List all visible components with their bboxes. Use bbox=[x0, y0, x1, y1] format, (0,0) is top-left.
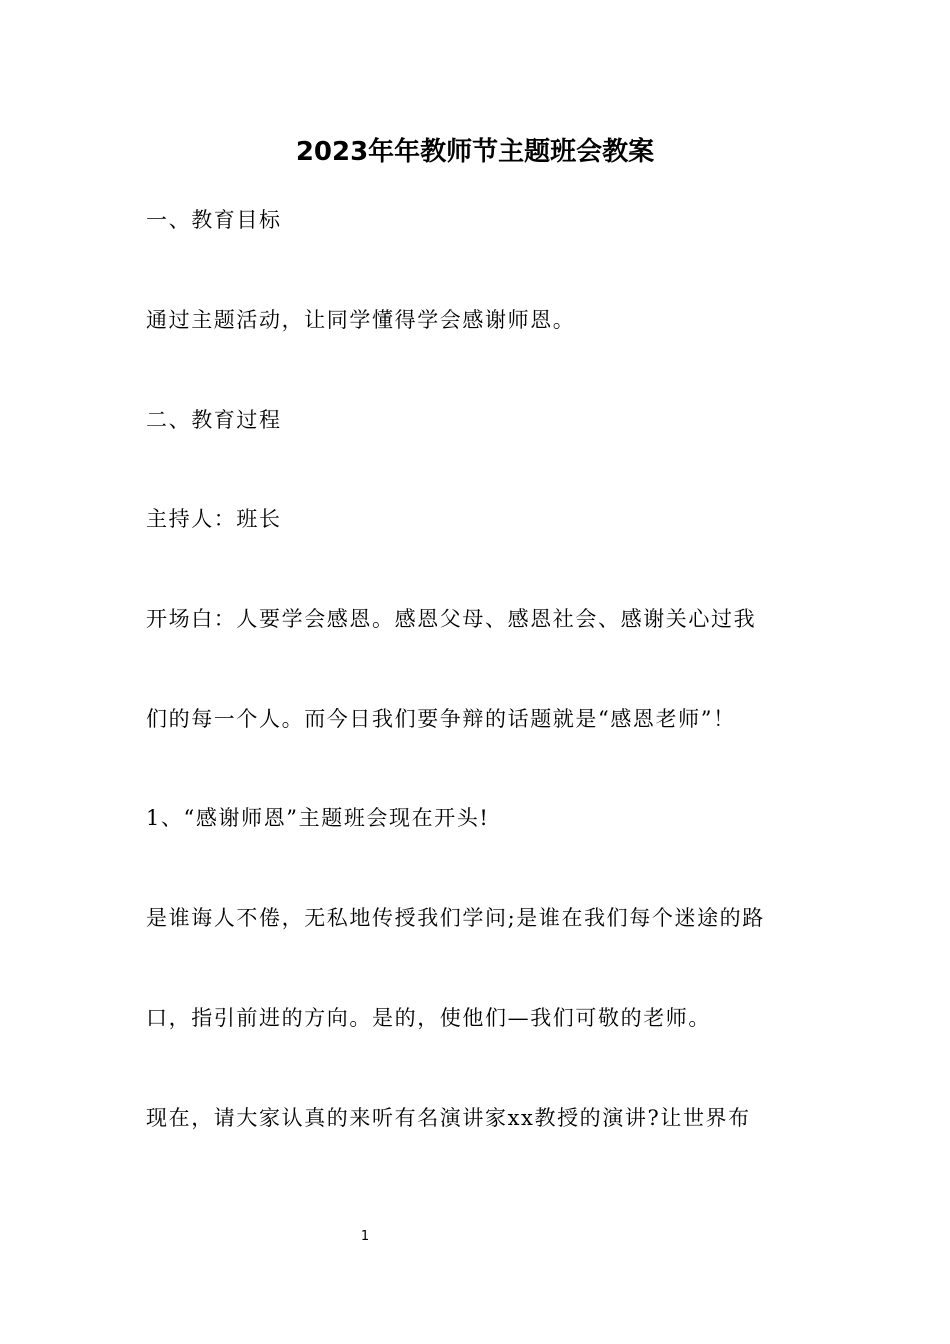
paragraph-teacher-line-2: 口，指引前进的方向。是的，使他们—我们可敬的老师。 bbox=[146, 1006, 711, 1030]
section-heading-education-goal: 一、教育目标 bbox=[146, 208, 282, 232]
document-title: 2023年年教师节主题班会教案 bbox=[295, 137, 655, 167]
paragraph-goal-text: 通过主题活动，让同学懂得学会感谢师恩。 bbox=[146, 308, 576, 332]
section-heading-education-process: 二、教育过程 bbox=[146, 408, 282, 432]
paragraph-host: 主持人：班长 bbox=[146, 507, 282, 531]
paragraph-speech-line: 现在，请大家认真的来听有名演讲家xx教授的演讲?让世界布 bbox=[146, 1106, 751, 1130]
paragraph-item-1: 1、“感谢师恩”主题班会现在开头! bbox=[146, 806, 490, 830]
paragraph-opening-line-2: 们的每一个人。而今日我们要争辩的话题就是“感恩老师”！ bbox=[146, 707, 736, 731]
page-number: 1 bbox=[360, 1229, 370, 1244]
paragraph-opening-line-1: 开场白：人要学会感恩。感恩父母、感恩社会、感谢关心过我 bbox=[146, 607, 757, 631]
paragraph-teacher-line-1: 是谁诲人不倦，无私地传授我们学问;是谁在我们每个迷途的路 bbox=[146, 906, 765, 930]
